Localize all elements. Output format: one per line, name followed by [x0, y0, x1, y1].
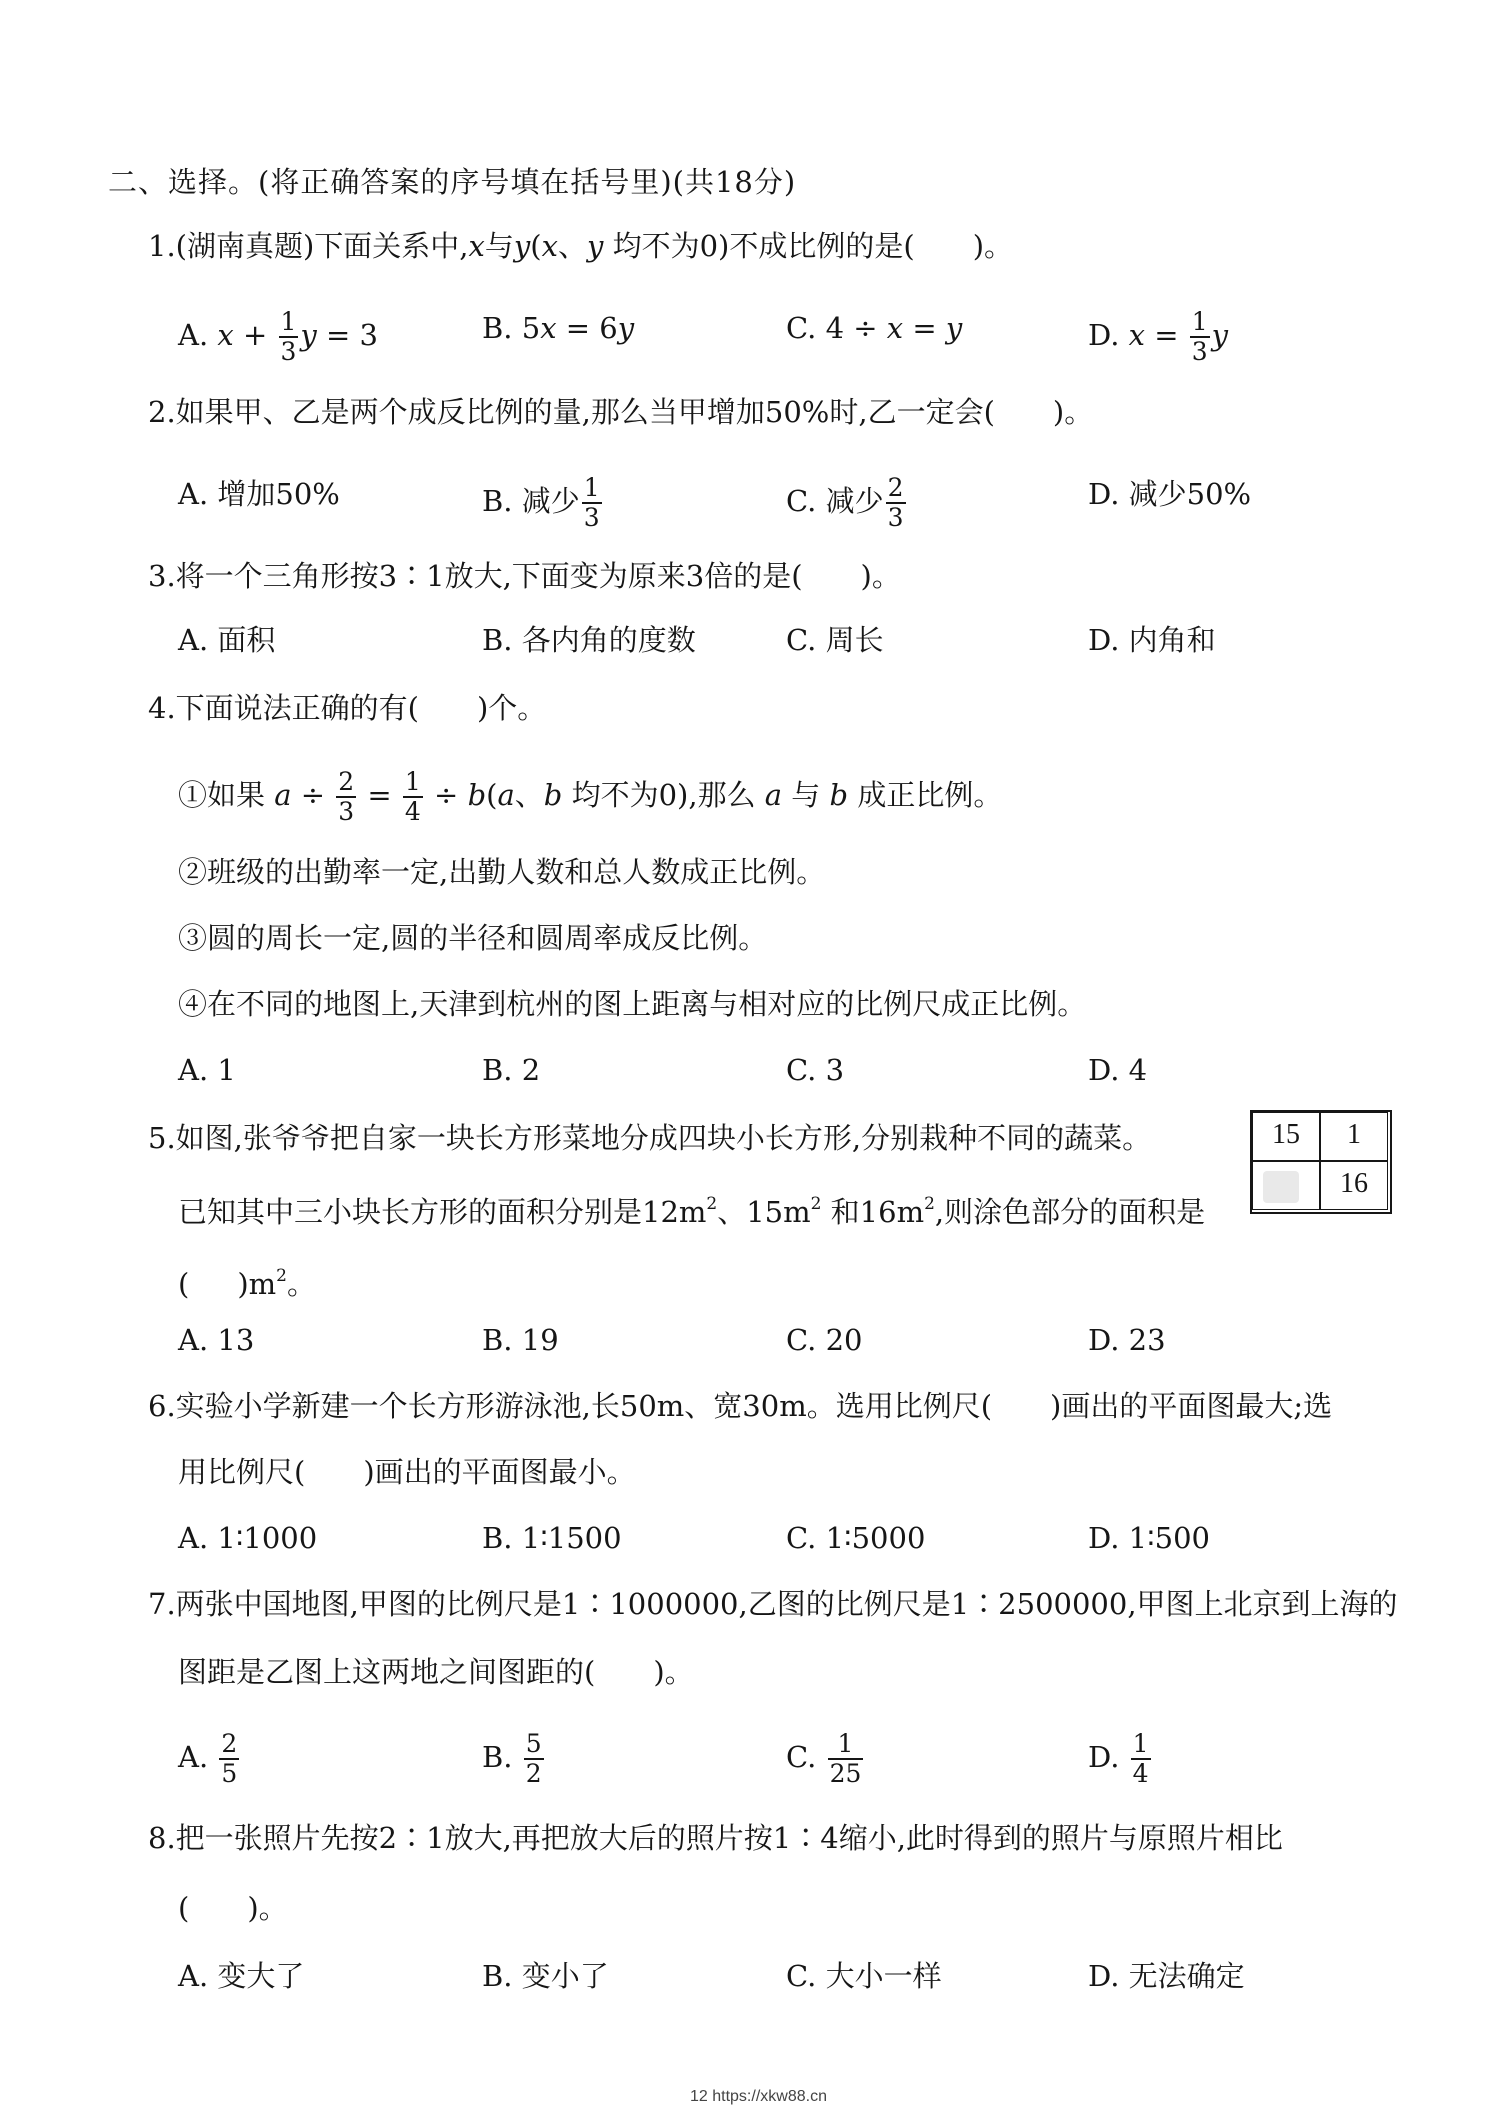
question-2-stem	[148, 392, 1093, 432]
q4-statement-2: ②班级的出勤率一定,出勤人数和总人数成正比例。	[178, 855, 826, 889]
q4-option-d: D. 4	[1088, 1053, 1148, 1087]
q2-option-a: A. 增加50%	[178, 477, 340, 511]
q4-statement-3: ③圆的周长一定,圆的半径和圆周率成反比例。	[178, 921, 768, 955]
question-3-stem	[148, 556, 901, 596]
question-4-text: 下面说法正确的有( )个。	[175, 691, 547, 725]
q5-option-b: B. 19	[482, 1323, 559, 1357]
figure-cell-shaded	[1252, 1161, 1320, 1210]
garden-figure	[1250, 1110, 1392, 1214]
question-6-stem-line-1: 6.实验小学新建一个长方形游泳池,长50m、宽30m。选用比例尺( )画出的平面图最大;选	[148, 1389, 1333, 1423]
q3-option-b: B. 各内角的度数	[482, 623, 696, 657]
q7-option-c: C. $\frac{1}{25}$	[786, 1729, 862, 1788]
q2-option-c: C. 减少 $\frac{2}{3}$	[786, 473, 904, 532]
question-2-text: 如果甲、乙是两个成反比例的量,那么当甲增加50%时,乙一定会( )。	[175, 395, 1094, 429]
q2-option-b: B. 减少 $\frac{1}{3}$	[482, 473, 600, 532]
q7-option-b: B. $\frac{5}{2}$	[482, 1729, 542, 1788]
question-5-stem-line-2: 已知其中三小块长方形的面积分别是$12m^2$、$15m^2$ 和$16m^2$,则涂色部分的面积是	[178, 1194, 1206, 1229]
q4-option-b: B. 2	[482, 1053, 541, 1087]
page-footer: 12 https://xkw88.cn	[690, 2088, 827, 2105]
question-1-stem-tail: 不成比例的是( )。	[729, 229, 1014, 263]
q5-option-a: A. 13	[178, 1323, 255, 1357]
q5-option-c: C. 20	[786, 1323, 863, 1357]
question-4-stem	[148, 688, 546, 728]
q7-option-d: D. $\frac{1}{4}$	[1088, 1729, 1149, 1788]
question-5-number: 5.	[148, 1121, 176, 1155]
q1-option-c: C. 4 ÷ x = y	[786, 311, 963, 345]
question-3-text: 将一个三角形按3∶1放大,下面变为原来3倍的是( )。	[175, 559, 901, 593]
q8-option-b: B. 变小了	[482, 1959, 609, 1993]
q4-option-c: C. 3	[786, 1053, 845, 1087]
q6-option-c: C. 1∶5000	[786, 1521, 926, 1555]
section-title: 二、选择。(将正确答案的序号填在括号里)(共18分)	[108, 165, 797, 199]
q3-option-c: C. 周长	[786, 623, 884, 657]
q6-option-a: A. 1∶1000	[178, 1521, 318, 1555]
question-1-stem: 1.(湖南真题)下面关系中,x与y(x、y 均不为0)不成比例的是( )。	[148, 229, 1014, 263]
q8-option-a: A. 变大了	[178, 1959, 305, 1993]
question-8-stem-line-2: ( )。	[178, 1891, 288, 1925]
q5-option-d: D. 23	[1088, 1323, 1166, 1357]
question-7-stem-line-2: 图距是乙图上这两地之间图距的( )。	[178, 1655, 694, 1689]
q1-option-a: A. x + $\frac{1}{3}$ y = 3	[178, 307, 378, 366]
q6-option-d: D. 1∶500	[1088, 1521, 1211, 1555]
q1-option-b: B. 5x = 6y	[482, 311, 635, 345]
q4-option-a: A. 1	[178, 1053, 236, 1087]
q4-statement-4: ④在不同的地图上,天津到杭州的图上距离与相对应的比例尺成正比例。	[178, 987, 1087, 1021]
figure-cell-top-right: 1	[1320, 1112, 1388, 1161]
question-5-stem-line-1: 5.如图,张爷爷把自家一块长方形菜地分成四块小长方形,分别栽种不同的蔬菜。	[148, 1121, 1152, 1155]
q8-option-d: D. 无法确定	[1088, 1959, 1245, 1993]
q3-option-a: A. 面积	[178, 623, 276, 657]
question-1-number: 1.	[148, 229, 176, 263]
question-4-number: 4.	[148, 691, 176, 725]
q6-option-b: B. 1∶1500	[482, 1521, 622, 1555]
q4-statement-1: ①如果 a ÷ $\frac{2}{3}$ = $\frac{1}{4}$ ÷ b(a、b 均不为0),那么 a 与 b 成正比例。	[178, 767, 1003, 826]
question-5-stem-line-3: ( )$m^2$。	[178, 1266, 316, 1301]
question-7-number: 7.	[148, 1587, 176, 1621]
question-6-number: 6.	[148, 1389, 176, 1423]
question-2-number: 2.	[148, 395, 176, 429]
question-6-stem-line-2: 用比例尺( )画出的平面图最小。	[178, 1455, 636, 1489]
question-3-number: 3.	[148, 559, 176, 593]
q8-option-c: C. 大小一样	[786, 1959, 942, 1993]
q2-option-d: D. 减少50%	[1088, 477, 1252, 511]
shaded-region	[1263, 1171, 1299, 1203]
q7-option-a: A. $\frac{2}{5}$	[178, 1729, 238, 1788]
figure-cell-bottom-right: 16	[1320, 1161, 1388, 1210]
q3-option-d: D. 内角和	[1088, 623, 1216, 657]
question-7-stem-line-1: 7.两张中国地图,甲图的比例尺是1∶1000000,乙图的比例尺是1∶2500000,甲图上北京到上海的	[148, 1587, 1398, 1621]
question-1-prefix: (湖南真题)下面关系中,	[175, 229, 469, 263]
q1-option-d: D. x = $\frac{1}{3}$ y	[1088, 307, 1229, 366]
question-8-stem-line-1: 8.把一张照片先按2∶1放大,再把放大后的照片按1∶4缩小,此时得到的照片与原照片相比	[148, 1821, 1283, 1855]
question-8-number: 8.	[148, 1821, 176, 1855]
figure-cell-top-left: 15	[1252, 1112, 1320, 1161]
